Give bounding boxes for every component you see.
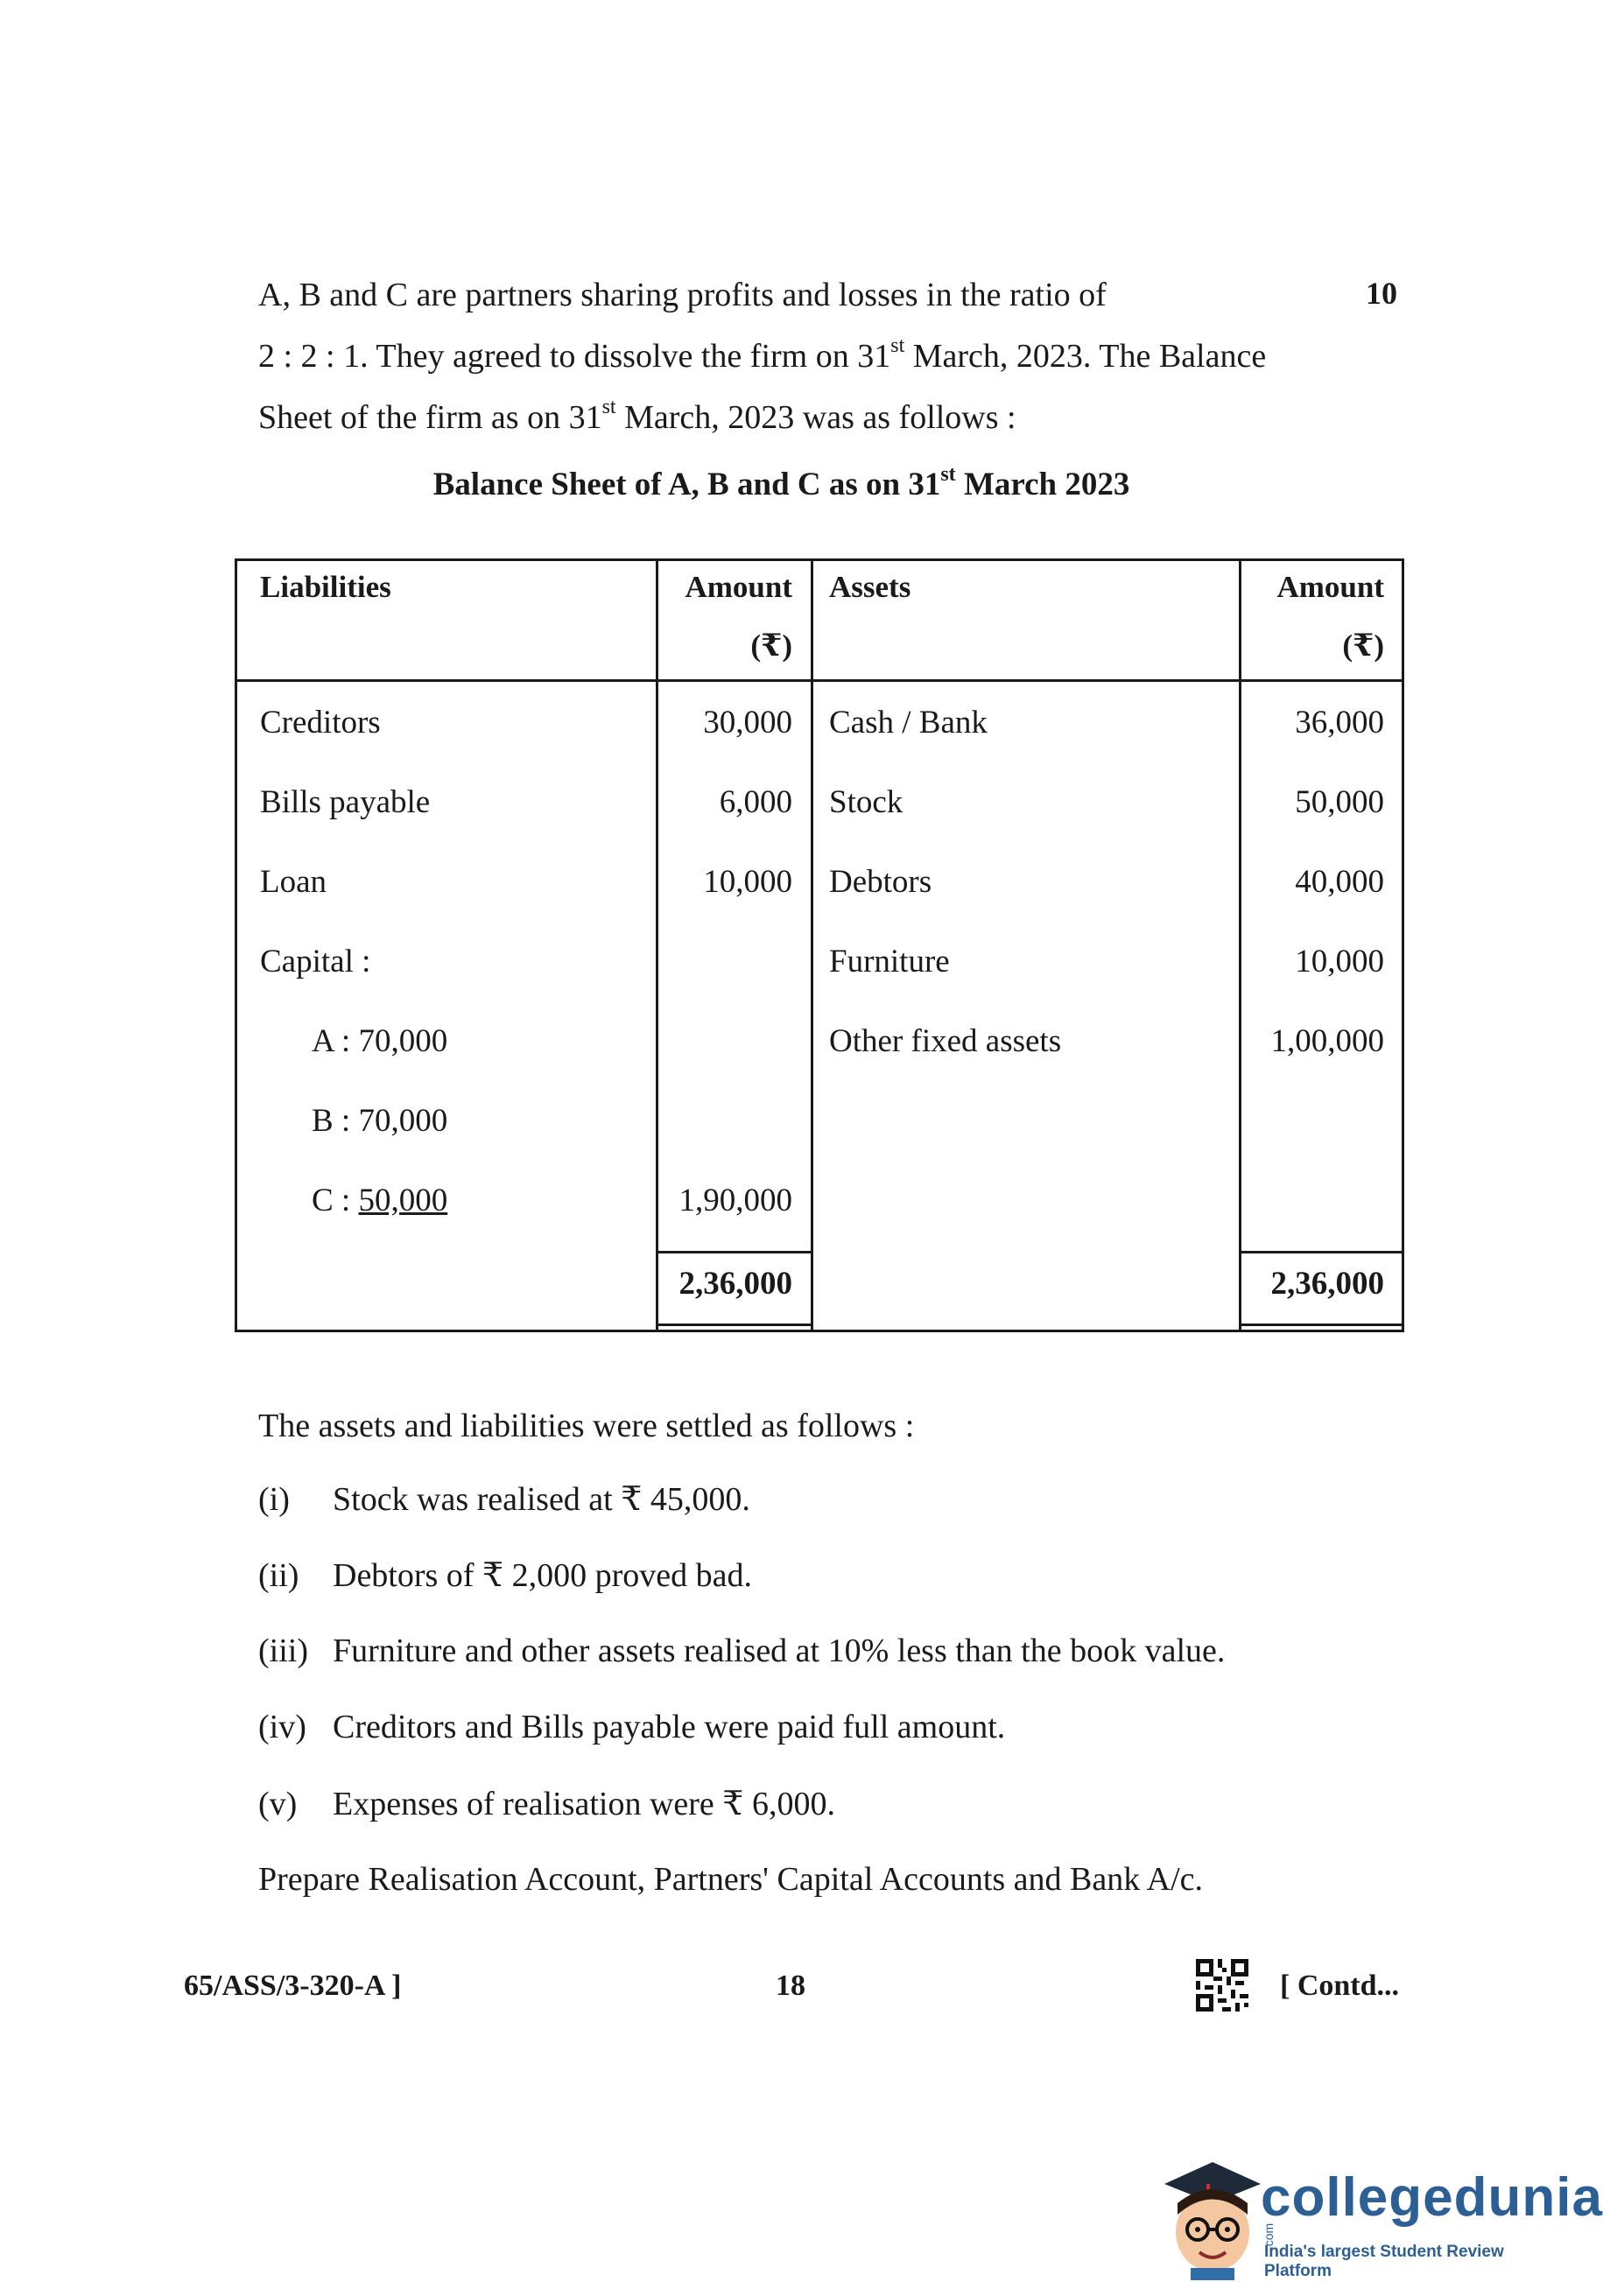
settlement-item: (iv) Creditors and Bills payable were paid full amount. (258, 1709, 1006, 1745)
total-line-top (1239, 1251, 1402, 1253)
contd-label: [ Contd... (1280, 1970, 1400, 2002)
header-divider (237, 679, 1402, 682)
question-line-2: 2 : 2 : 1. They agreed to dissolve the firm on 31st March, 2023. The Balance (258, 334, 1267, 375)
capital-c: C : 50,000 (312, 1183, 448, 1218)
header-amount-1: Amount (685, 570, 792, 604)
asset-label: Furniture (829, 944, 950, 979)
page-number: 18 (776, 1970, 805, 2002)
column-divider (656, 561, 658, 1330)
brand-logo (1261, 2166, 1603, 2250)
asset-amount: 1,00,000 (1270, 1023, 1384, 1059)
liabilities-total: 2,36,000 (678, 1266, 792, 1302)
qr-code-icon (1196, 1959, 1248, 2012)
asset-label: Other fixed assets (829, 1023, 1062, 1059)
header-amount-2: Amount (1276, 570, 1384, 604)
balance-sheet-title: Balance Sheet of A, B and C as on 31st March 2023 (432, 462, 1130, 502)
column-divider (1239, 561, 1241, 1330)
settlement-item: (v) Expenses of realisation were ₹ 6,000. (258, 1786, 835, 1822)
asset-label: Debtors (829, 864, 932, 900)
question-text (258, 264, 1361, 448)
header-amount-2-unit: (₹) (1342, 628, 1384, 663)
balance-sheet-table (235, 558, 1404, 1332)
asset-amount: 40,000 (1295, 864, 1384, 900)
question-line-3: Sheet of the firm as on 31st March, 2023 was as follows : (258, 396, 1016, 436)
brand-name: collegedunia (1261, 2167, 1603, 2228)
assets-total: 2,36,000 (1270, 1266, 1384, 1302)
asset-label: Cash / Bank (829, 705, 988, 741)
liability-label: Creditors (260, 705, 381, 741)
liability-amount: 30,000 (703, 705, 792, 741)
settlement-instruction: Prepare Realisation Account, Partners' Capital Accounts and Bank A/c. (258, 1861, 1204, 1898)
capital-b: B : 70,000 (312, 1103, 448, 1139)
header-liabilities: Liabilities (260, 570, 391, 604)
liability-label: Capital : (260, 944, 371, 979)
liability-amount: 10,000 (703, 864, 792, 900)
brand-tagline: India's largest Student Review Platform (1264, 2243, 1504, 2280)
brand-suffix: .com (1262, 2222, 1276, 2250)
question-line-1: A, B and C are partners sharing profits and losses in the ratio of (258, 277, 1107, 313)
column-divider (811, 561, 813, 1330)
total-line-top (656, 1251, 813, 1253)
settlement-intro: The assets and liabilities were settled as follows : (258, 1408, 915, 1444)
asset-amount: 36,000 (1295, 705, 1384, 741)
total-line-bottom (656, 1324, 813, 1326)
mascot-icon (1147, 2149, 1269, 2280)
header-assets: Assets (829, 570, 911, 604)
question-marks: 10 (1366, 276, 1397, 311)
settlement-item: (i) Stock was realised at ₹ 45,000. (258, 1481, 750, 1518)
paper-code: 65/ASS/3-320-A ] (184, 1970, 402, 2002)
asset-amount: 50,000 (1295, 784, 1384, 820)
liability-amount: 6,000 (719, 784, 792, 820)
capital-a: A : 70,000 (312, 1023, 448, 1059)
total-line-bottom (1239, 1324, 1402, 1326)
asset-label: Stock (829, 784, 903, 820)
settlement-item: (iii) Furniture and other assets realised at 10% less than the book value. (258, 1632, 1226, 1669)
header-amount-1-unit: (₹) (750, 628, 792, 663)
settlement-item: (ii) Debtors of ₹ 2,000 proved bad. (258, 1557, 753, 1594)
capital-total: 1,90,000 (678, 1183, 792, 1218)
liability-label: Loan (260, 864, 327, 900)
asset-amount: 10,000 (1295, 944, 1384, 979)
liability-label: Bills payable (260, 784, 431, 820)
